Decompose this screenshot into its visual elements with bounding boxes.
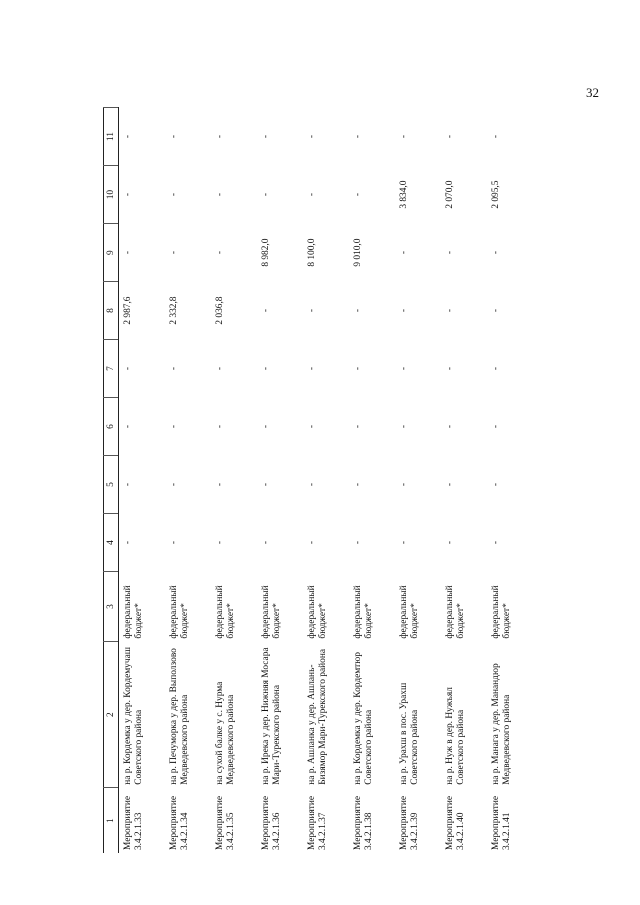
fund-source-cell: федеральный бюджет* <box>169 585 190 639</box>
value-cell: - <box>353 193 363 197</box>
value-cell: - <box>123 193 133 197</box>
header-cell: 11 <box>104 108 119 166</box>
name-cell: на р. Манага у дер. Манандюр Медведевского района <box>491 663 512 785</box>
header-cell: 4 <box>104 514 119 572</box>
value-cell: 2 332,8 <box>169 296 179 325</box>
table-row <box>395 108 441 854</box>
value-cell: - <box>169 135 179 139</box>
value-cell: - <box>307 482 317 487</box>
fund-source-cell: федеральный бюджет* <box>261 585 282 639</box>
value-cell: - <box>261 135 271 139</box>
value-cell: - <box>353 540 363 545</box>
value-cell: - <box>399 482 409 487</box>
value-cell: 2 095,5 <box>491 180 501 209</box>
column-number-header-row <box>104 108 119 854</box>
value-cell: - <box>307 367 317 371</box>
value-cell: - <box>261 367 271 371</box>
measure-cell: Мероприятие 3.4.2.1.40 <box>445 795 466 850</box>
fund-source-cell: федеральный бюджет* <box>307 585 328 639</box>
value-cell: - <box>491 367 501 371</box>
value-cell: - <box>261 424 271 429</box>
header-cell: 3 <box>104 572 119 642</box>
value-cell: - <box>307 309 317 313</box>
table-row <box>349 108 395 854</box>
name-cell: на р. Печуморка у дер. Выползово Медведевского района <box>169 648 190 785</box>
value-cell: - <box>215 367 225 371</box>
value-cell: - <box>215 251 225 255</box>
value-cell: - <box>307 135 317 139</box>
value-cell: - <box>123 135 133 139</box>
fund-source-cell: федеральный бюджет* <box>353 585 374 639</box>
rotated-table-container <box>103 107 523 853</box>
value-cell: - <box>445 540 455 545</box>
value-cell: - <box>169 193 179 197</box>
name-cell: на р. Урахш в пос. Урахш Советского района <box>399 682 420 785</box>
value-cell: - <box>123 251 133 255</box>
value-cell: - <box>261 540 271 545</box>
value-cell: - <box>169 482 179 487</box>
header-cell: 8 <box>104 282 119 340</box>
value-cell: - <box>399 424 409 429</box>
value-cell: - <box>491 309 501 313</box>
name-cell: на р. Ирека у дер. Нижняя Мосара Мари-Турекского района <box>261 647 282 785</box>
value-cell: - <box>399 540 409 545</box>
value-cell: - <box>261 193 271 197</box>
fund-source-cell: федеральный бюджет* <box>215 585 236 639</box>
value-cell: 3 834,0 <box>399 180 409 209</box>
value-cell: - <box>445 367 455 371</box>
value-cell: - <box>215 424 225 429</box>
table-row <box>303 108 349 854</box>
measure-cell: Мероприятие 3.4.2.1.34 <box>169 795 190 850</box>
name-cell: на р. Кордемка у дер. Кордемучаш Советского района <box>123 647 144 785</box>
table-body <box>119 108 534 854</box>
value-cell: - <box>215 135 225 139</box>
value-cell: - <box>123 482 133 487</box>
header-cell: 5 <box>104 456 119 514</box>
measure-cell: Мероприятие 3.4.2.1.37 <box>307 795 328 850</box>
value-cell: - <box>307 193 317 197</box>
header-cell: 10 <box>104 166 119 224</box>
value-cell: - <box>307 424 317 429</box>
value-cell: - <box>445 251 455 255</box>
page-number: 32 <box>586 85 599 100</box>
header-cell: 9 <box>104 224 119 282</box>
value-cell: - <box>445 135 455 139</box>
value-cell: - <box>491 251 501 255</box>
name-cell: на р. Кордемка у дер. Кордемтюр Советского района <box>353 652 374 785</box>
value-cell: - <box>445 309 455 313</box>
name-cell: на р. Нуж в дер. Нужъял Советского района <box>445 687 466 785</box>
value-cell: - <box>399 309 409 313</box>
value-cell: 2 070,0 <box>445 180 455 209</box>
measure-cell: Мероприятие 3.4.2.1.35 <box>215 795 236 850</box>
value-cell: - <box>169 367 179 371</box>
value-cell: 9 010,0 <box>353 238 363 267</box>
value-cell: - <box>169 424 179 429</box>
value-cell: - <box>491 424 501 429</box>
measure-cell: Мероприятие 3.4.2.1.41 <box>491 795 512 850</box>
name-cell: на сухой балке у с. Нурма Медведевского района <box>215 681 236 785</box>
value-cell: - <box>445 482 455 487</box>
value-cell: - <box>399 251 409 255</box>
fund-source-cell: федеральный бюджет* <box>399 585 420 639</box>
measure-cell: Мероприятие 3.4.2.1.39 <box>399 795 420 850</box>
value-cell: 2 036,8 <box>215 296 225 325</box>
value-cell: - <box>215 482 225 487</box>
value-cell: - <box>353 367 363 371</box>
table-row <box>487 108 533 854</box>
value-cell: - <box>491 540 501 545</box>
measure-cell: Мероприятие 3.4.2.1.36 <box>261 795 282 850</box>
value-cell: - <box>353 135 363 139</box>
header-cell: 1 <box>104 788 119 853</box>
value-cell: - <box>123 424 133 429</box>
header-cell: 2 <box>104 642 119 788</box>
value-cell: - <box>261 309 271 313</box>
table-row <box>441 108 487 854</box>
value-cell: - <box>353 424 363 429</box>
table-row <box>165 108 211 854</box>
name-cell: на р. Ашланка у дер. Ашлань-Бизямор Мари-Турекского района <box>307 648 328 785</box>
table-row <box>257 108 303 854</box>
value-cell: - <box>445 424 455 429</box>
value-cell: - <box>399 135 409 139</box>
value-cell: 2 987,6 <box>123 296 133 325</box>
value-cell: - <box>399 367 409 371</box>
value-cell: - <box>169 251 179 255</box>
measure-cell: Мероприятие 3.4.2.1.38 <box>353 795 374 850</box>
header-cell: 6 <box>104 398 119 456</box>
value-cell: - <box>307 540 317 545</box>
value-cell: - <box>123 540 133 545</box>
value-cell: - <box>353 482 363 487</box>
table-row <box>119 108 166 854</box>
measure-cell: Мероприятие 3.4.2.1.33 <box>123 795 144 850</box>
value-cell: 8 982,0 <box>261 238 271 267</box>
fund-source-cell: федеральный бюджет* <box>123 585 144 639</box>
value-cell: - <box>491 482 501 487</box>
header-cell: 7 <box>104 340 119 398</box>
table-row <box>211 108 257 854</box>
value-cell: - <box>353 309 363 313</box>
value-cell: - <box>215 540 225 545</box>
budget-table <box>103 107 533 853</box>
value-cell: - <box>491 135 501 139</box>
value-cell: 8 100,0 <box>307 238 317 267</box>
value-cell: - <box>215 193 225 197</box>
value-cell: - <box>123 367 133 371</box>
value-cell: - <box>169 540 179 545</box>
fund-source-cell: федеральный бюджет* <box>445 585 466 639</box>
value-cell: - <box>261 482 271 487</box>
fund-source-cell: федеральный бюджет* <box>491 585 512 639</box>
